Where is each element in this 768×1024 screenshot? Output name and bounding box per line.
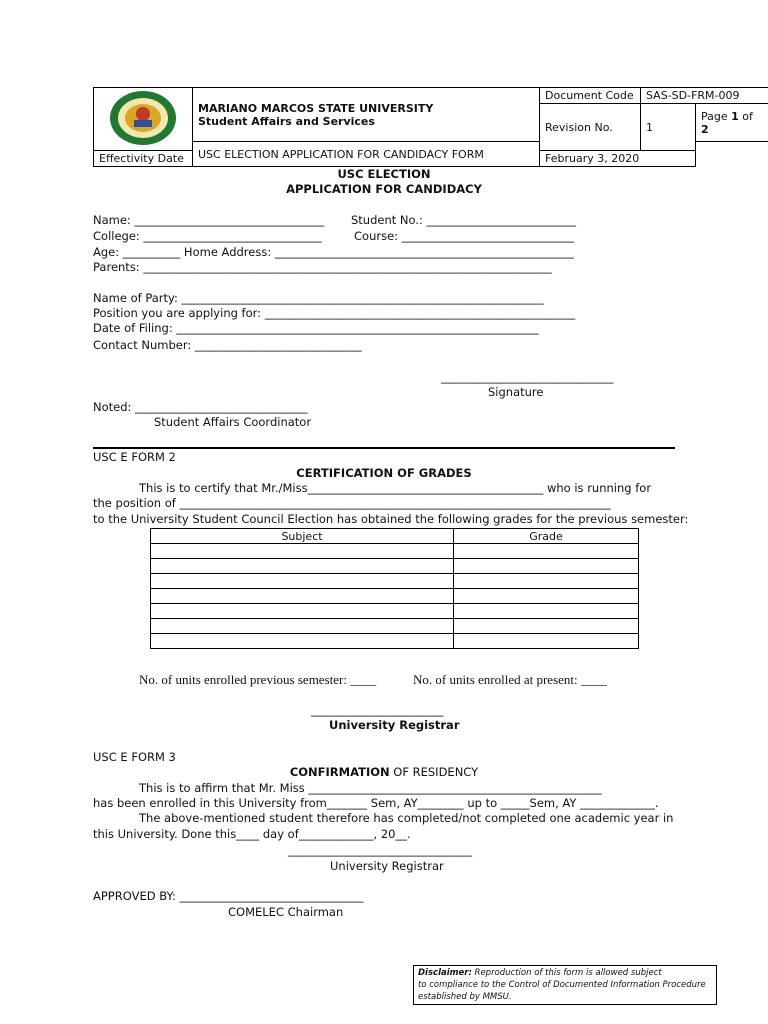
grades-table	[150, 528, 639, 649]
name-field[interactable]: Name: _________________________________	[93, 213, 325, 227]
grade-cell[interactable]	[454, 619, 639, 634]
grade-cell[interactable]	[454, 574, 639, 589]
table-row	[151, 619, 639, 634]
noted-field[interactable]: Noted: ______________________________	[93, 400, 308, 414]
grade-cell[interactable]	[454, 634, 639, 649]
logo-cell	[94, 88, 193, 151]
units-present-field[interactable]: No. of units enrolled at present: ____	[413, 672, 607, 687]
table-row	[151, 559, 639, 574]
form3-registrar-line[interactable]: ________________________________	[288, 843, 472, 857]
signature-line[interactable]: ______________________________	[441, 370, 614, 384]
form2-heading: CERTIFICATION OF GRADES	[296, 466, 472, 480]
table-row	[151, 604, 639, 619]
subject-cell[interactable]	[151, 544, 454, 559]
form2-registrar-line[interactable]: _______________________	[311, 703, 444, 717]
date-filing-field[interactable]: Date of Filing: _______________________________________________________________	[93, 321, 539, 335]
effectivity-label: Effectivity Date	[94, 151, 193, 167]
subject-column-header: Subject	[151, 529, 454, 544]
form3-label: USC E FORM 3	[93, 750, 176, 764]
party-field[interactable]: Name of Party: _______________________________________________________________	[93, 291, 544, 305]
grade-cell[interactable]	[454, 589, 639, 604]
university-cell	[193, 88, 540, 142]
grade-column-header: Grade	[454, 529, 639, 544]
position-field[interactable]: Position you are applying for: ______________________________________________________	[93, 306, 576, 320]
form3-line-1[interactable]: This is to affirm that Mr. Miss ___________________________________________________	[139, 781, 602, 795]
contact-field[interactable]: Contact Number: _____________________________	[93, 338, 362, 352]
table-row	[151, 589, 639, 604]
form3-line-2[interactable]: has been enrolled in this University from_______ Sem, AY________ up to _____Sem, AY _____________.	[93, 796, 659, 810]
table-row	[151, 544, 639, 559]
coordinator-label: Student Affairs Coordinator	[154, 415, 312, 429]
form2-line-3: to the University Student Council Election has obtained the following grades for the previous semester:	[93, 512, 689, 526]
subject-cell[interactable]	[151, 634, 454, 649]
subject-cell[interactable]	[151, 559, 454, 574]
form3-line-4[interactable]: this University. Done this____ day of_____________, 20__.	[93, 827, 411, 841]
grades-header-row	[151, 529, 639, 544]
document-code-label: Document Code	[540, 88, 641, 104]
subject-cell[interactable]	[151, 589, 454, 604]
office-name: Student Affairs and Services	[198, 114, 375, 128]
disclaimer-label: Disclaimer:	[418, 968, 472, 978]
form2-label: USC E FORM 2	[93, 450, 176, 464]
form2-line-1[interactable]: This is to certify that Mr./Miss_________________________________________ who is running for	[139, 481, 652, 495]
student-no-field[interactable]: Student No.: __________________________	[351, 213, 577, 227]
section-divider	[93, 447, 675, 449]
course-field[interactable]: Course: ______________________________	[354, 229, 575, 243]
approved-by-field[interactable]: APPROVED BY: ________________________________	[93, 889, 364, 903]
comelec-label: COMELEC Chairman	[228, 905, 344, 919]
form3-line-3: The above-mentioned student therefore has completed/not completed one academic year in	[139, 811, 674, 825]
form3-registrar-label: University Registrar	[330, 859, 444, 873]
page-number: Page 1 of 2	[696, 104, 768, 142]
college-field[interactable]: College: _______________________________	[93, 229, 322, 243]
age-address-field[interactable]: Age: __________ Home Address: ____________________________________________________	[93, 245, 574, 259]
document-code-value: SAS-SD-FRM-009	[641, 88, 768, 104]
form-title: USC ELECTION APPLICATION FOR CANDIDACY FORM	[193, 142, 540, 167]
grade-cell[interactable]	[454, 559, 639, 574]
grade-cell[interactable]	[454, 544, 639, 559]
form2-line-2[interactable]: the position of ___________________________________________________________________________	[93, 496, 611, 510]
subject-cell[interactable]	[151, 619, 454, 634]
title-line-2: APPLICATION FOR CANDIDACY	[286, 182, 482, 196]
document-header	[93, 87, 768, 167]
table-row	[151, 574, 639, 589]
subject-cell[interactable]	[151, 604, 454, 619]
revision-label: Revision No.	[540, 104, 641, 151]
title-line-1: USC ELECTION	[337, 167, 431, 181]
effectivity-value: February 3, 2020	[540, 151, 696, 167]
form2-registrar-label: University Registrar	[329, 718, 460, 732]
table-row	[151, 634, 639, 649]
university-name: MARIANO MARCOS STATE UNIVERSITY	[198, 101, 434, 115]
form3-heading: CONFIRMATION OF RESIDENCY	[289, 765, 479, 779]
grade-cell[interactable]	[454, 604, 639, 619]
units-previous-field[interactable]: No. of units enrolled previous semester: ____	[139, 672, 377, 687]
signature-label: Signature	[488, 385, 544, 399]
university-seal-logo	[108, 90, 178, 146]
subject-cell[interactable]	[151, 574, 454, 589]
disclaimer-box: Disclaimer: Reproduction of this form is allowed subject to compliance to the Control of Documented Information Procedure established by MMSU.	[413, 965, 717, 1005]
revision-value: 1	[641, 104, 696, 151]
parents-field[interactable]: Parents: _______________________________________________________________________	[93, 260, 552, 274]
